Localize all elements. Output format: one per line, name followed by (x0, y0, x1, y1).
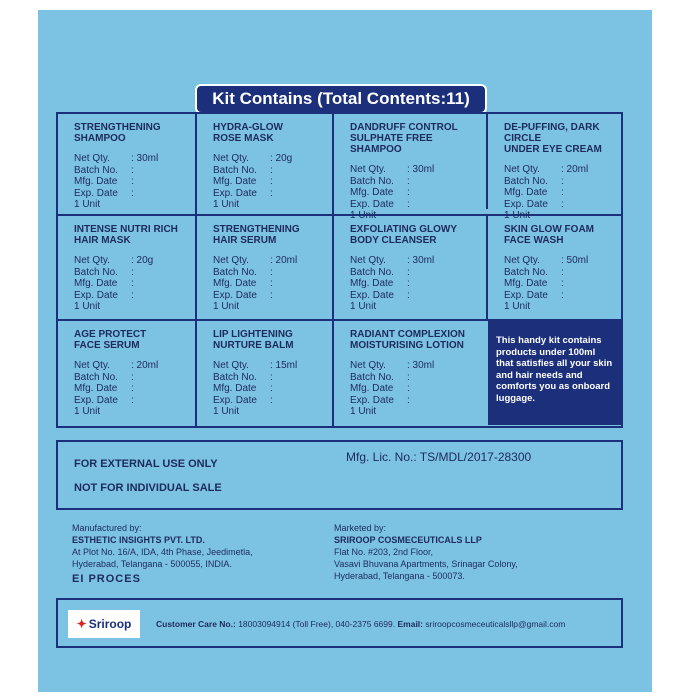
exp-colon: : (270, 394, 273, 406)
exp-label: Exp. Date (74, 394, 118, 406)
product-name-line: FACE SERUM (74, 340, 140, 351)
batch-colon: : (561, 175, 564, 187)
mfg-label: Mfg. Date (504, 278, 548, 289)
unit-count: 1 Unit (213, 406, 240, 417)
net-qty-value: : 20ml (131, 360, 159, 371)
mfg-label: Mfg. Date (74, 383, 118, 394)
product-cell (197, 216, 332, 313)
exp-colon: : (131, 187, 134, 199)
care-phones: 18003094914 (Toll Free), 040-2375 6699. (238, 619, 396, 629)
care-email: sriroopcosmeceuticalsllp@gmail.com (425, 619, 566, 629)
exp-label: Exp. Date (74, 289, 118, 301)
mfg-colon: : (270, 383, 273, 394)
batch-colon: : (270, 164, 273, 176)
batch-label: Batch No. (213, 371, 257, 383)
exp-colon: : (270, 289, 273, 301)
mfg-colon: : (131, 278, 134, 289)
mfg-label: Mfg. Date (213, 176, 257, 187)
exp-label: Exp. Date (74, 187, 118, 199)
unit-count: 1 Unit (504, 210, 531, 221)
product-name-line: STRENGTHENING (213, 224, 300, 235)
product-name-line: STRENGTHENING (74, 122, 161, 133)
mfg-row (350, 278, 480, 290)
net-qty-value: : 20g (131, 255, 154, 266)
batch-label: Batch No. (350, 371, 394, 383)
net-qty-row (350, 360, 480, 372)
license-number: Mfg. Lic. No.: TS/MDL/2017-28300 (346, 450, 532, 464)
external-use-warning: FOR EXTERNAL USE ONLY (74, 458, 218, 470)
product-name-line: HYDRA-GLOW (213, 122, 283, 133)
warnings-box (56, 440, 623, 510)
exp-colon: : (131, 394, 134, 406)
product-cell (488, 216, 621, 313)
product-name-line: INTENSE NUTRI RICH (74, 224, 178, 235)
exp-colon: : (407, 289, 410, 301)
net-qty-value: : 30ml (407, 360, 435, 371)
batch-label: Batch No. (504, 266, 548, 278)
product-name-line: SULPHATE FREE SHAMPOO (350, 133, 433, 155)
care-label: Customer Care No.: (156, 619, 236, 629)
product-cell (58, 114, 195, 211)
net-qty-label: Net Qty. (350, 360, 386, 371)
exp-row (350, 395, 480, 407)
mfg-row (350, 187, 480, 199)
product-name-line: FACE WASH (504, 235, 564, 246)
batch-row (213, 372, 326, 384)
exp-label: Exp. Date (350, 198, 394, 210)
product-name (74, 122, 189, 144)
net-qty-value: : 20ml (270, 255, 298, 266)
mfg-label: Mfg. Date (74, 278, 118, 289)
marketer-line: Flat No. #203, 2nd Floor, (334, 547, 434, 557)
mfg-row (350, 383, 480, 395)
product-cell (197, 114, 332, 211)
exp-colon: : (131, 289, 134, 301)
batch-colon: : (561, 266, 564, 278)
exp-label: Exp. Date (350, 394, 394, 406)
marketer-heading: Marketed by: (334, 523, 387, 533)
net-qty-row (350, 255, 480, 267)
kit-note: This handy kit contains products under 100ml that satisfies all your skin and hair needs and comforts you as onboard luggage. (488, 321, 623, 425)
manufacturer-heading: Manufactured by: (72, 523, 142, 533)
net-qty-label: Net Qty. (504, 255, 540, 266)
mfg-colon: : (270, 278, 273, 289)
manufacturer-line: At Plot No. 16/A, IDA, 4th Phase, Jeedimetla, (72, 547, 253, 557)
product-name-line: MOISTURISING LOTION (350, 340, 464, 351)
mfg-colon: : (561, 187, 564, 198)
net-qty-value: : 20g (270, 153, 293, 164)
batch-colon: : (270, 371, 273, 383)
batch-label: Batch No. (74, 266, 118, 278)
mfg-label: Mfg. Date (74, 176, 118, 187)
unit-count: 1 Unit (74, 406, 101, 417)
mfg-label: Mfg. Date (350, 383, 394, 394)
net-qty-value: : 30ml (407, 255, 435, 266)
product-name-line: RADIANT COMPLEXION (350, 329, 465, 340)
product-name (350, 122, 480, 155)
product-grid (56, 112, 623, 428)
product-name-line: NURTURE BALM (213, 340, 294, 351)
customer-care-line (156, 619, 565, 629)
product-name (213, 224, 326, 246)
exp-row (74, 188, 189, 200)
product-name (350, 224, 480, 246)
product-name-line: SKIN GLOW FOAM (504, 224, 594, 235)
mfg-label: Mfg. Date (350, 187, 394, 198)
unit-count: 1 Unit (504, 301, 531, 312)
net-qty-label: Net Qty. (504, 164, 540, 175)
net-qty-row (213, 360, 326, 372)
product-name (213, 329, 326, 351)
product-cell (334, 321, 486, 418)
exp-colon: : (270, 187, 273, 199)
batch-label: Batch No. (350, 175, 394, 187)
product-name-line: DANDRUFF CONTROL (350, 122, 458, 133)
product-name-line: AGE PROTECT (74, 329, 147, 340)
batch-colon: : (407, 371, 410, 383)
exp-label: Exp. Date (504, 289, 548, 301)
product-name (74, 329, 189, 351)
product-name-line: UNDER EYE CREAM (504, 144, 602, 155)
unit-count: 1 Unit (350, 210, 377, 221)
batch-row (213, 165, 326, 177)
mfg-row (213, 383, 326, 395)
mfg-row (504, 187, 615, 199)
mfg-colon: : (407, 187, 410, 198)
customer-care-box (56, 598, 623, 648)
mfg-colon: : (561, 278, 564, 289)
mfg-label: Mfg. Date (213, 383, 257, 394)
exp-row (213, 395, 326, 407)
exp-colon: : (561, 198, 564, 210)
mfg-row (213, 278, 326, 290)
kit-title: Kit Contains (Total Contents:11) (195, 84, 487, 114)
mfg-row (74, 176, 189, 188)
individual-sale-warning: NOT FOR INDIVIDUAL SALE (74, 482, 222, 494)
net-qty-row (213, 255, 326, 267)
net-qty-row (74, 360, 189, 372)
unit-count: 1 Unit (213, 301, 240, 312)
product-name (504, 122, 615, 155)
mfg-colon: : (131, 383, 134, 394)
exp-row (504, 199, 615, 211)
manufacturer-line: Hyderabad, Telangana - 500055, INDIA. (72, 559, 232, 569)
product-name-line: HAIR MASK (74, 235, 131, 246)
exp-row (213, 188, 326, 200)
net-qty-value: : 30ml (131, 153, 159, 164)
manufacturer-address (72, 522, 253, 570)
proces-logo: EI PROCES (72, 573, 141, 585)
batch-label: Batch No. (213, 266, 257, 278)
batch-row (74, 372, 189, 384)
net-qty-label: Net Qty. (350, 255, 386, 266)
batch-row (74, 267, 189, 279)
exp-colon: : (407, 198, 410, 210)
exp-label: Exp. Date (213, 289, 257, 301)
batch-colon: : (407, 175, 410, 187)
net-qty-row (350, 164, 480, 176)
net-qty-value: : 20ml (561, 164, 589, 175)
net-qty-label: Net Qty. (213, 255, 249, 266)
mfg-label: Mfg. Date (504, 187, 548, 198)
exp-row (350, 199, 480, 211)
mfg-row (74, 278, 189, 290)
batch-colon: : (131, 371, 134, 383)
batch-row (350, 267, 480, 279)
unit-count: 1 Unit (350, 406, 377, 417)
unit-count: 1 Unit (74, 199, 101, 210)
net-qty-row (504, 255, 615, 267)
batch-label: Batch No. (74, 164, 118, 176)
exp-row (213, 290, 326, 302)
star-icon: ✦ (76, 617, 87, 631)
net-qty-label: Net Qty. (213, 153, 249, 164)
exp-colon: : (407, 394, 410, 406)
product-name-line: BODY CLEANSER (350, 235, 437, 246)
net-qty-row (213, 153, 326, 165)
unit-count: 1 Unit (350, 301, 377, 312)
product-cell (488, 114, 621, 222)
marketer-line: Hyderabad, Telangana - 500073. (334, 571, 465, 581)
mfg-row (74, 383, 189, 395)
sriroop-logo (68, 610, 140, 638)
exp-row (74, 395, 189, 407)
mfg-colon: : (270, 176, 273, 187)
net-qty-value: : 50ml (561, 255, 589, 266)
net-qty-row (74, 153, 189, 165)
batch-row (504, 176, 615, 188)
net-qty-label: Net Qty. (350, 164, 386, 175)
net-qty-label: Net Qty. (74, 153, 110, 164)
batch-colon: : (131, 164, 134, 176)
batch-label: Batch No. (74, 371, 118, 383)
mfg-label: Mfg. Date (213, 278, 257, 289)
product-cell (334, 114, 486, 222)
exp-label: Exp. Date (213, 394, 257, 406)
batch-row (504, 267, 615, 279)
net-qty-label: Net Qty. (213, 360, 249, 371)
batch-label: Batch No. (213, 164, 257, 176)
unit-count: 1 Unit (74, 301, 101, 312)
product-cell (197, 321, 332, 418)
product-name (504, 224, 615, 246)
marketer-name: SRIROOP COSMECEUTICALS LLP (334, 535, 482, 545)
manufacturer-name: ESTHETIC INSIGHTS PVT. LTD. (72, 535, 205, 545)
marketer-line: Vasavi Bhuvana Apartments, Srinagar Colony, (334, 559, 518, 569)
batch-row (74, 165, 189, 177)
exp-row (74, 290, 189, 302)
batch-row (350, 372, 480, 384)
batch-colon: : (131, 266, 134, 278)
batch-colon: : (270, 266, 273, 278)
batch-row (213, 267, 326, 279)
exp-label: Exp. Date (504, 198, 548, 210)
product-name-line: ROSE MASK (213, 133, 274, 144)
product-name-line: HAIR SERUM (213, 235, 277, 246)
product-cell (334, 216, 486, 313)
exp-row (350, 290, 480, 302)
net-qty-label: Net Qty. (74, 360, 110, 371)
mfg-row (504, 278, 615, 290)
product-name-line: SHAMPOO (74, 133, 126, 144)
batch-label: Batch No. (504, 175, 548, 187)
net-qty-value: : 15ml (270, 360, 298, 371)
product-cell (58, 321, 195, 418)
batch-label: Batch No. (350, 266, 394, 278)
batch-colon: : (407, 266, 410, 278)
exp-label: Exp. Date (213, 187, 257, 199)
mfg-colon: : (131, 176, 134, 187)
unit-count: 1 Unit (213, 199, 240, 210)
exp-label: Exp. Date (350, 289, 394, 301)
marketer-address (334, 522, 518, 582)
product-name (74, 224, 189, 246)
net-qty-label: Net Qty. (74, 255, 110, 266)
product-cell (58, 216, 195, 313)
email-label: Email: (397, 619, 423, 629)
product-name-line: DE-PUFFING, DARK CIRCLE (504, 122, 600, 144)
product-name-line: EXFOLIATING GLOWY (350, 224, 458, 235)
net-qty-row (504, 164, 615, 176)
net-qty-value: : 30ml (407, 164, 435, 175)
exp-row (504, 290, 615, 302)
net-qty-row (74, 255, 189, 267)
mfg-label: Mfg. Date (350, 278, 394, 289)
mfg-colon: : (407, 278, 410, 289)
mfg-colon: : (407, 383, 410, 394)
product-name (213, 122, 326, 144)
exp-colon: : (561, 289, 564, 301)
batch-row (350, 176, 480, 188)
product-name (350, 329, 480, 351)
mfg-row (213, 176, 326, 188)
sriroop-logo-text: Sriroop (88, 617, 132, 631)
product-name-line: LIP LIGHTENING (213, 329, 293, 340)
